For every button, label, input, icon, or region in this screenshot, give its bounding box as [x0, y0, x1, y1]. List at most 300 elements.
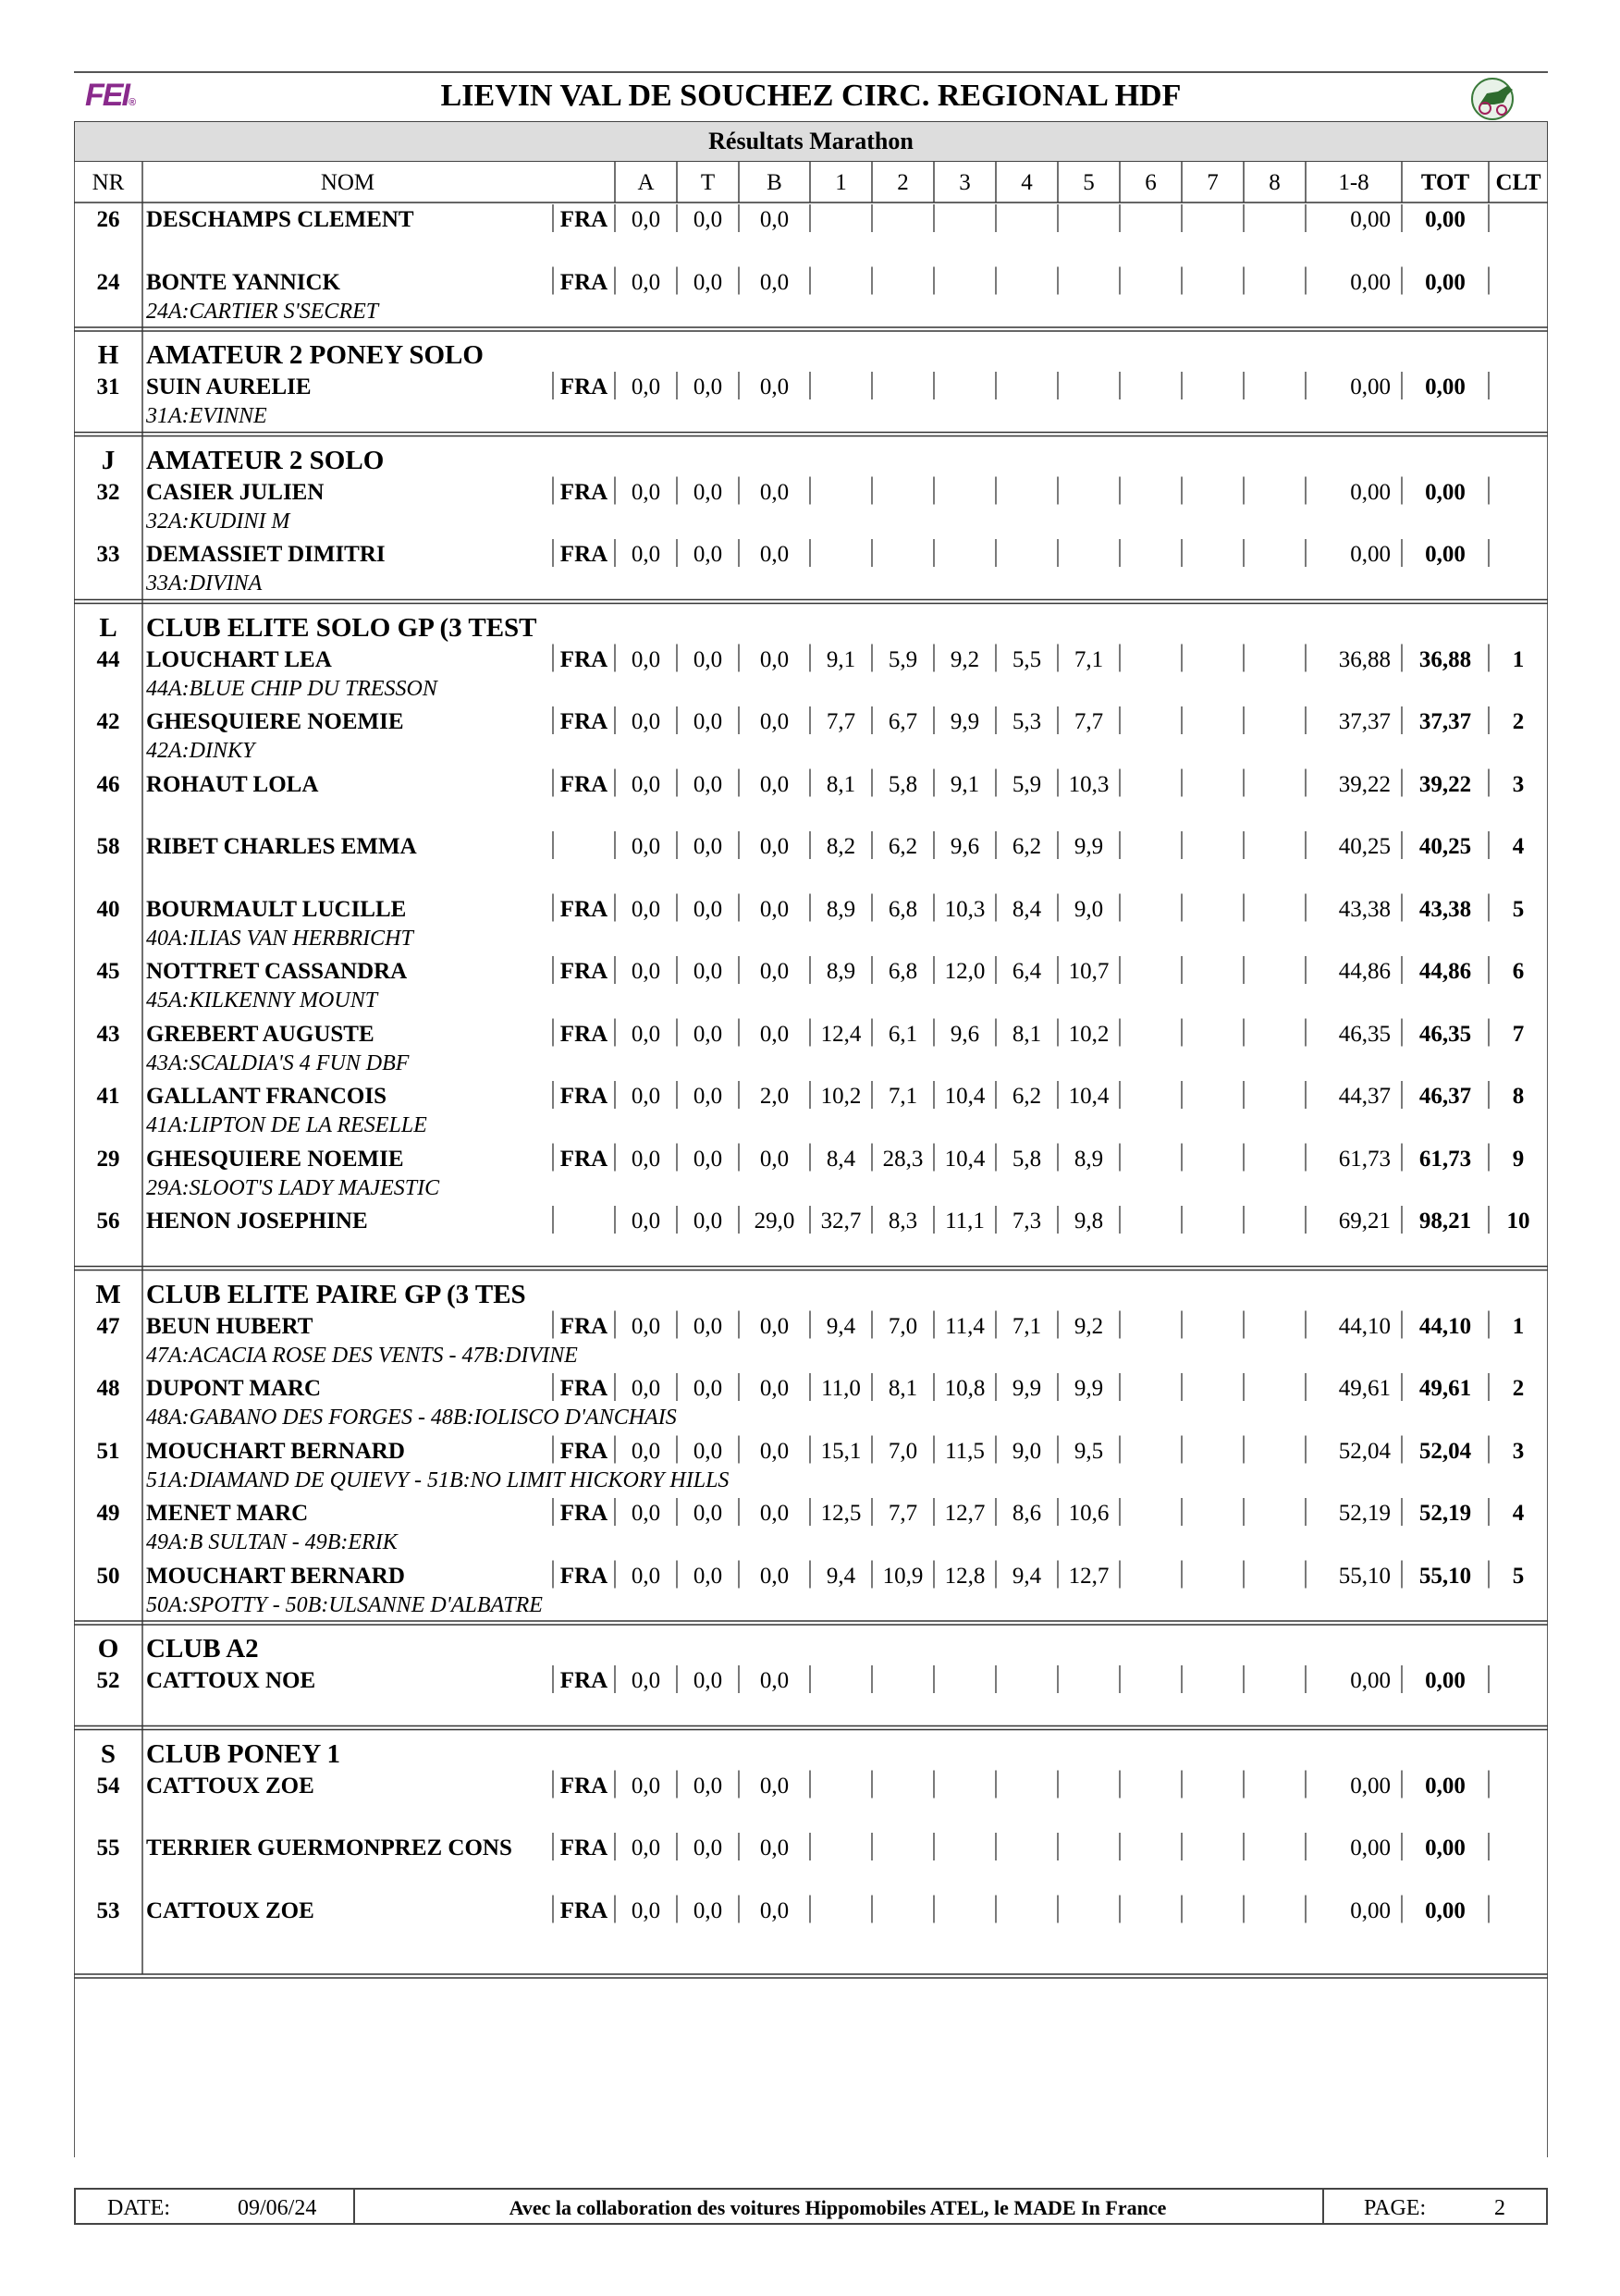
- penalty-t: 0,0: [693, 1209, 723, 1234]
- obstacle-score: 10,9: [882, 1563, 924, 1589]
- horse-names: 24A:CARTIER S'SECRET: [146, 299, 379, 324]
- classification: 6: [1512, 959, 1525, 984]
- obstacle-score: 11,0: [821, 1376, 861, 1401]
- nationality: FRA: [559, 1084, 608, 1109]
- date-label: DATE:: [107, 2196, 170, 2220]
- obstacle-score: 9,6: [950, 1021, 980, 1047]
- group-label: CLUB A2: [146, 1634, 259, 1664]
- penalty-t: 0,0: [693, 834, 723, 859]
- penalty-a: 0,0: [631, 479, 661, 505]
- obstacle-score: 15,1: [820, 1438, 862, 1464]
- entry-nr: 46: [96, 771, 120, 797]
- obstacle-score: 6,7: [888, 709, 918, 734]
- group-label: AMATEUR 2 SOLO: [146, 445, 385, 475]
- entry-nr: 53: [96, 1897, 120, 1923]
- horse-names: 45A:KILKENNY MOUNT: [146, 988, 378, 1013]
- obstacle-score: 7,1: [1074, 646, 1104, 672]
- penalty-b: 0,0: [759, 1021, 790, 1047]
- penalty-b: 0,0: [759, 646, 790, 672]
- entry-nr: 31: [96, 374, 120, 399]
- total-score: 39,22: [1418, 771, 1472, 797]
- obstacle-score: 10,2: [820, 1084, 862, 1109]
- penalty-b: 0,0: [759, 1438, 790, 1464]
- total-score: 44,86: [1418, 959, 1472, 984]
- penalty-a: 0,0: [631, 269, 661, 295]
- penalty-a: 0,0: [631, 1773, 661, 1799]
- classification: 3: [1512, 771, 1525, 797]
- obstacle-score: 5,3: [1012, 709, 1042, 734]
- obstacle-score: 9,0: [1074, 896, 1104, 922]
- obstacle-score: 6,1: [888, 1021, 918, 1047]
- obstacle-score: 7,1: [1012, 1313, 1042, 1339]
- penalty-a: 0,0: [631, 959, 661, 984]
- obstacle-score: 9,9: [950, 709, 980, 734]
- classification: 2: [1512, 1376, 1525, 1401]
- horse-names: 33A:DIVINA: [146, 571, 263, 595]
- competitor-name: LOUCHART LEA: [146, 646, 332, 672]
- column-header: A: [637, 170, 655, 195]
- nationality: FRA: [559, 1376, 608, 1401]
- obstacle-score: 5,8: [1012, 1146, 1042, 1172]
- penalty-a: 0,0: [631, 646, 661, 672]
- penalty-t: 0,0: [693, 1836, 723, 1860]
- entry-nr: 58: [96, 834, 120, 859]
- total-score: 0,00: [1425, 207, 1466, 232]
- horse-names: 51A:DIAMAND DE QUIEVY - 51B:NO LIMIT HICKORY HILLS: [146, 1467, 730, 1492]
- competitor-name: CATTOUX ZOE: [146, 1897, 314, 1923]
- classification: 3: [1512, 1438, 1525, 1464]
- obstacle-score: 6,2: [1012, 834, 1042, 859]
- obstacles-sum: 52,19: [1338, 1501, 1391, 1526]
- entry-nr: 33: [96, 542, 120, 567]
- penalty-b: 0,0: [759, 479, 790, 505]
- penalty-b: 0,0: [759, 959, 790, 984]
- classification: 4: [1512, 834, 1525, 859]
- penalty-t: 0,0: [693, 1501, 723, 1526]
- obstacle-score: 8,9: [826, 896, 856, 922]
- horse-names: 43A:SCALDIA'S 4 FUN DBF: [146, 1050, 410, 1075]
- group-code: J: [101, 445, 116, 475]
- classification: 1: [1512, 646, 1525, 672]
- horse-names: 48A:GABANO DES FORGES - 48B:IOLISCO D'ANCHAIS: [146, 1406, 677, 1430]
- obstacles-sum: 52,04: [1338, 1438, 1391, 1464]
- obstacle-score: 10,3: [1068, 771, 1110, 797]
- obstacle-score: 8,1: [1012, 1021, 1042, 1047]
- penalty-t: 0,0: [693, 269, 723, 295]
- obstacle-score: 10,4: [944, 1146, 986, 1172]
- competitor-name: DUPONT MARC: [146, 1376, 322, 1401]
- penalty-a: 0,0: [631, 1376, 661, 1401]
- penalty-a: 0,0: [631, 1438, 661, 1464]
- competitor-name: GALLANT FRANCOIS: [146, 1084, 387, 1109]
- penalty-b: 0,0: [759, 374, 790, 399]
- total-score: 0,00: [1425, 479, 1466, 505]
- obstacle-score: 9,4: [826, 1313, 856, 1339]
- column-header: NR: [92, 170, 125, 195]
- obstacle-score: 9,4: [1012, 1563, 1042, 1589]
- classification: 5: [1512, 1563, 1525, 1589]
- obstacles-sum: 36,88: [1338, 646, 1391, 672]
- obstacles-sum: 44,86: [1338, 959, 1391, 984]
- competitor-name: HENON JOSEPHINE: [146, 1209, 368, 1234]
- obstacles-sum: 69,21: [1338, 1209, 1391, 1234]
- competitor-name: BOURMAULT LUCILLE: [146, 896, 407, 922]
- obstacles-sum: 0,00: [1350, 1897, 1391, 1923]
- competitor-name: GREBERT AUGUSTE: [146, 1021, 374, 1047]
- column-header: 1: [835, 170, 847, 195]
- classification: 2: [1512, 709, 1525, 734]
- obstacle-score: 8,3: [888, 1209, 918, 1234]
- penalty-a: 0,0: [631, 1501, 661, 1526]
- column-header: 2: [897, 170, 909, 195]
- column-header: B: [767, 170, 782, 195]
- penalty-b: 0,0: [759, 1501, 790, 1526]
- page-title: LIEVIN VAL DE SOUCHEZ CIRC. REGIONAL HDF: [440, 79, 1182, 113]
- competitor-name: CATTOUX ZOE: [146, 1773, 314, 1799]
- group-code: O: [97, 1634, 119, 1664]
- penalty-b: 2,0: [759, 1084, 790, 1109]
- entry-nr: 42: [96, 709, 120, 734]
- column-header: 8: [1269, 170, 1281, 195]
- entry-nr: 44: [96, 646, 120, 672]
- nationality: FRA: [559, 1021, 608, 1047]
- nationality: FRA: [559, 374, 608, 399]
- group-label: AMATEUR 2 PONEY SOLO: [146, 340, 484, 370]
- obstacles-sum: 0,00: [1350, 1836, 1391, 1860]
- obstacle-score: 12,5: [820, 1501, 862, 1526]
- penalty-t: 0,0: [693, 1897, 723, 1923]
- obstacle-score: 9,9: [1074, 1376, 1104, 1401]
- group-code: L: [99, 612, 117, 643]
- competitor-name: MENET MARC: [146, 1501, 309, 1526]
- obstacle-score: 7,7: [826, 709, 856, 734]
- obstacle-score: 6,8: [888, 896, 918, 922]
- obstacle-score: 5,5: [1012, 646, 1042, 672]
- obstacles-sum: 43,38: [1338, 896, 1391, 922]
- horse-names: 44A:BLUE CHIP DU TRESSON: [146, 676, 437, 701]
- obstacles-sum: 0,00: [1350, 374, 1391, 399]
- competitor-name: CATTOUX NOE: [146, 1668, 316, 1693]
- competitor-name: ROHAUT LOLA: [146, 771, 319, 797]
- nationality: FRA: [559, 479, 608, 505]
- obstacle-score: 10,2: [1068, 1021, 1110, 1047]
- penalty-b: 29,0: [754, 1209, 795, 1234]
- total-score: 37,37: [1418, 709, 1472, 734]
- nationality: FRA: [559, 1668, 608, 1693]
- obstacle-score: 7,7: [888, 1501, 918, 1526]
- total-score: 0,00: [1425, 1773, 1466, 1799]
- penalty-t: 0,0: [693, 896, 723, 922]
- penalty-b: 0,0: [759, 269, 790, 295]
- obstacle-score: 9,1: [826, 646, 856, 672]
- obstacles-sum: 44,10: [1338, 1313, 1391, 1339]
- nationality: FRA: [559, 1501, 608, 1526]
- carriage-horse-logo-icon: [1467, 71, 1522, 123]
- total-score: 61,73: [1418, 1146, 1472, 1172]
- total-score: 0,00: [1425, 374, 1466, 399]
- penalty-b: 0,0: [759, 1836, 790, 1860]
- obstacles-sum: 0,00: [1350, 1668, 1391, 1693]
- competitor-name: NOTTRET CASSANDRA: [146, 959, 408, 984]
- penalty-a: 0,0: [631, 1563, 661, 1589]
- total-score: 49,61: [1418, 1376, 1472, 1401]
- obstacle-score: 7,7: [1074, 709, 1104, 734]
- total-score: 40,25: [1418, 834, 1472, 859]
- competitor-name: RIBET CHARLES EMMA: [146, 834, 417, 859]
- column-header: NOM: [320, 170, 375, 195]
- competitor-name: CASIER JULIEN: [146, 479, 325, 505]
- obstacle-score: 11,5: [945, 1438, 985, 1464]
- penalty-t: 0,0: [693, 771, 723, 797]
- obstacles-sum: 0,00: [1350, 269, 1391, 295]
- classification: 1: [1512, 1313, 1525, 1339]
- entry-nr: 52: [96, 1668, 120, 1693]
- competitor-name: DESCHAMPS CLEMENT: [146, 207, 414, 232]
- competitor-name: GHESQUIERE NOEMIE: [146, 1146, 404, 1172]
- penalty-t: 0,0: [693, 709, 723, 734]
- obstacle-score: 5,9: [1012, 771, 1042, 797]
- nationality: FRA: [559, 1773, 608, 1799]
- entry-nr: 29: [96, 1146, 120, 1172]
- entry-nr: 49: [96, 1501, 120, 1526]
- obstacle-score: 10,3: [944, 896, 986, 922]
- entry-nr: 54: [96, 1773, 120, 1799]
- obstacle-score: 8,4: [826, 1146, 856, 1172]
- classification: 9: [1512, 1146, 1525, 1172]
- obstacles-sum: 37,37: [1338, 709, 1391, 734]
- obstacle-score: 10,7: [1068, 959, 1110, 984]
- obstacle-score: 28,3: [882, 1146, 924, 1172]
- entry-nr: 32: [96, 479, 120, 505]
- total-score: 0,00: [1425, 1668, 1466, 1693]
- column-header: 1-8: [1338, 170, 1369, 195]
- horse-names: 47A:ACACIA ROSE DES VENTS - 47B:DIVINE: [146, 1343, 578, 1368]
- obstacles-sum: 0,00: [1350, 207, 1391, 232]
- obstacle-score: 7,3: [1012, 1209, 1042, 1234]
- penalty-a: 0,0: [631, 374, 661, 399]
- page-footer: [74, 2188, 1548, 2225]
- obstacle-score: 9,1: [950, 771, 980, 797]
- total-score: 52,04: [1418, 1438, 1472, 1464]
- column-header: 7: [1207, 170, 1219, 195]
- penalty-b: 0,0: [759, 709, 790, 734]
- obstacle-score: 9,9: [1074, 834, 1104, 859]
- obstacle-score: 10,4: [944, 1084, 986, 1109]
- obstacle-score: 9,2: [1074, 1313, 1104, 1339]
- column-header: T: [700, 170, 716, 195]
- entry-nr: 26: [96, 207, 120, 232]
- entry-nr: 45: [96, 959, 120, 984]
- penalty-t: 0,0: [693, 1313, 723, 1339]
- entry-nr: 51: [96, 1438, 120, 1464]
- obstacle-score: 12,0: [944, 959, 986, 984]
- obstacle-score: 11,4: [945, 1313, 985, 1339]
- obstacle-score: 8,1: [826, 771, 856, 797]
- competitor-name: GHESQUIERE NOEMIE: [146, 709, 404, 734]
- horse-names: 49A:B SULTAN - 49B:ERIK: [146, 1530, 398, 1554]
- penalty-a: 0,0: [631, 1146, 661, 1172]
- nationality: FRA: [559, 1146, 608, 1172]
- horse-names: 29A:SLOOT'S LADY MAJESTIC: [146, 1175, 440, 1200]
- entry-nr: 24: [96, 269, 120, 295]
- nationality: FRA: [559, 959, 608, 984]
- date-value: 09/06/24: [238, 2196, 317, 2220]
- penalty-t: 0,0: [693, 959, 723, 984]
- group-label: CLUB PONEY 1: [146, 1738, 340, 1769]
- obstacles-sum: 61,73: [1338, 1146, 1391, 1172]
- obstacle-score: 5,8: [888, 771, 918, 797]
- column-header: TOT: [1420, 170, 1470, 195]
- obstacle-score: 9,5: [1074, 1438, 1104, 1464]
- total-score: 44,10: [1418, 1313, 1472, 1339]
- total-score: 55,10: [1418, 1563, 1472, 1589]
- penalty-t: 0,0: [693, 646, 723, 672]
- entry-nr: 40: [96, 896, 120, 922]
- obstacle-score: 7,1: [888, 1084, 918, 1109]
- penalty-a: 0,0: [631, 1209, 661, 1234]
- fei-logo: FEI®: [85, 78, 137, 113]
- nationality: FRA: [559, 771, 608, 797]
- penalty-t: 0,0: [693, 1668, 723, 1693]
- penalty-t: 0,0: [693, 1563, 723, 1589]
- obstacles-sum: 55,10: [1338, 1563, 1391, 1589]
- penalty-b: 0,0: [759, 1897, 790, 1923]
- penalty-b: 0,0: [759, 1313, 790, 1339]
- penalty-t: 0,0: [693, 479, 723, 505]
- penalty-b: 0,0: [759, 1376, 790, 1401]
- total-score: 0,00: [1425, 1897, 1466, 1923]
- horse-names: 41A:LIPTON DE LA RESELLE: [146, 1113, 427, 1137]
- page-label: PAGE:: [1364, 2196, 1427, 2220]
- penalty-b: 0,0: [759, 207, 790, 232]
- penalty-a: 0,0: [631, 771, 661, 797]
- obstacle-score: 8,2: [826, 834, 856, 859]
- nationality: FRA: [559, 1897, 608, 1923]
- obstacle-score: 9,0: [1012, 1438, 1042, 1464]
- penalty-b: 0,0: [759, 1773, 790, 1799]
- nationality: FRA: [559, 709, 608, 734]
- group-label: CLUB ELITE SOLO GP (3 TEST: [146, 612, 537, 643]
- obstacles-sum: 39,22: [1338, 771, 1391, 797]
- nationality: FRA: [559, 269, 608, 295]
- penalty-b: 0,0: [759, 1146, 790, 1172]
- total-score: 98,21: [1418, 1209, 1472, 1234]
- classification: 8: [1512, 1084, 1525, 1109]
- results-table: [74, 162, 1548, 2157]
- competitor-name: MOUCHART BERNARD: [146, 1438, 405, 1464]
- obstacle-score: 9,4: [826, 1563, 856, 1589]
- total-score: 43,38: [1418, 896, 1472, 922]
- penalty-a: 0,0: [631, 709, 661, 734]
- column-header: 3: [959, 170, 971, 195]
- competitor-name: MOUCHART BERNARD: [146, 1563, 405, 1589]
- obstacle-score: 12,7: [944, 1501, 986, 1526]
- penalty-t: 0,0: [693, 207, 723, 232]
- total-score: 36,88: [1418, 646, 1472, 672]
- penalty-t: 0,0: [693, 1773, 723, 1799]
- penalty-a: 0,0: [631, 1021, 661, 1047]
- penalty-a: 0,0: [631, 1668, 661, 1693]
- obstacle-score: 9,6: [950, 834, 980, 859]
- total-score: 0,00: [1425, 269, 1466, 295]
- obstacles-sum: 44,37: [1338, 1084, 1391, 1109]
- penalty-a: 0,0: [631, 1084, 661, 1109]
- obstacle-score: 12,4: [820, 1021, 862, 1047]
- penalty-t: 0,0: [693, 1438, 723, 1464]
- group-label: CLUB ELITE PAIRE GP (3 TES: [146, 1279, 526, 1309]
- horse-names: 42A:DINKY: [146, 739, 255, 763]
- obstacles-sum: 40,25: [1338, 834, 1391, 859]
- entry-nr: 48: [96, 1376, 120, 1401]
- obstacle-score: 6,2: [1012, 1084, 1042, 1109]
- penalty-b: 0,0: [759, 896, 790, 922]
- obstacle-score: 9,9: [1012, 1376, 1042, 1401]
- horse-names: 32A:KUDINI M: [146, 509, 290, 534]
- column-header: 5: [1083, 170, 1095, 195]
- obstacles-sum: 49,61: [1338, 1376, 1391, 1401]
- obstacle-score: 12,7: [1068, 1563, 1110, 1589]
- entry-nr: 50: [96, 1563, 120, 1589]
- penalty-b: 0,0: [759, 834, 790, 859]
- penalty-a: 0,0: [631, 896, 661, 922]
- total-score: 52,19: [1418, 1501, 1472, 1526]
- obstacles-sum: 0,00: [1350, 1773, 1391, 1799]
- obstacle-score: 7,0: [888, 1438, 918, 1464]
- entry-nr: 43: [96, 1021, 120, 1047]
- obstacle-score: 10,8: [944, 1376, 986, 1401]
- obstacle-score: 8,4: [1012, 896, 1042, 922]
- group-code: M: [95, 1279, 121, 1309]
- page-number: 2: [1494, 2196, 1505, 2220]
- total-score: 46,37: [1418, 1084, 1472, 1109]
- entry-nr: 56: [96, 1209, 120, 1234]
- footer-credit: Avec la collaboration des voitures Hippomobiles ATEL, le MADE In France: [509, 2196, 1167, 2219]
- classification: 10: [1506, 1209, 1530, 1234]
- total-score: 0,00: [1425, 542, 1466, 567]
- penalty-a: 0,0: [631, 1313, 661, 1339]
- nationality: FRA: [559, 1563, 608, 1589]
- column-header: CLT: [1495, 170, 1541, 195]
- nationality: FRA: [559, 542, 608, 567]
- penalty-b: 0,0: [759, 771, 790, 797]
- obstacle-score: 9,8: [1074, 1209, 1104, 1234]
- obstacle-score: 8,6: [1012, 1501, 1042, 1526]
- penalty-a: 0,0: [631, 542, 661, 567]
- column-header: 6: [1145, 170, 1157, 195]
- obstacles-sum: 0,00: [1350, 479, 1391, 505]
- entry-nr: 55: [96, 1836, 120, 1860]
- competitor-name: SUIN AURELIE: [146, 374, 312, 399]
- total-score: 0,00: [1425, 1836, 1466, 1860]
- penalty-t: 0,0: [693, 542, 723, 567]
- obstacle-score: 6,8: [888, 959, 918, 984]
- penalty-t: 0,0: [693, 1084, 723, 1109]
- obstacle-score: 6,2: [888, 834, 918, 859]
- obstacle-score: 8,9: [1074, 1146, 1104, 1172]
- penalty-a: 0,0: [631, 1897, 661, 1923]
- obstacle-score: 12,8: [944, 1563, 986, 1589]
- penalty-b: 0,0: [759, 542, 790, 567]
- obstacle-score: 10,4: [1068, 1084, 1110, 1109]
- obstacle-score: 9,2: [950, 646, 980, 672]
- penalty-t: 0,0: [693, 1021, 723, 1047]
- horse-names: 40A:ILIAS VAN HERBRICHT: [146, 926, 413, 951]
- document-header: [74, 71, 1548, 123]
- nationality: FRA: [559, 1313, 608, 1339]
- penalty-b: 0,0: [759, 1563, 790, 1589]
- penalty-a: 0,0: [631, 1836, 661, 1860]
- obstacle-score: 8,9: [826, 959, 856, 984]
